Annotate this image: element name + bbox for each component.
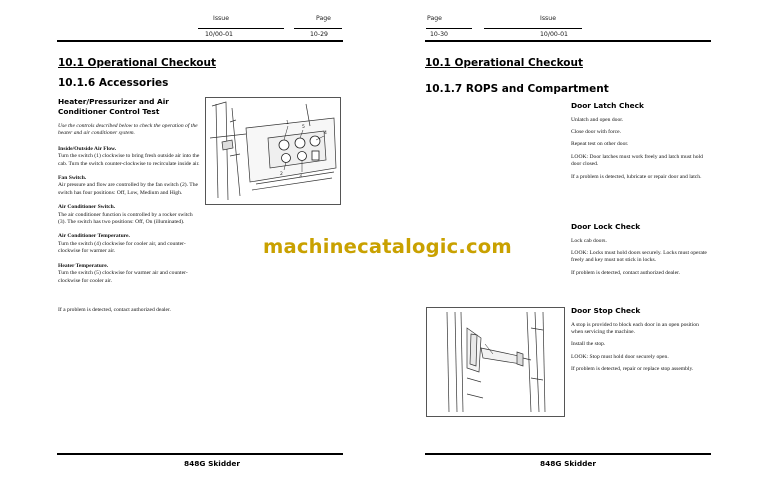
- item-body: Air pressure and flow are controlled by the fan switch (2). The switch has four positions: Off, Low, Medium and High.: [58, 182, 199, 196]
- door-latch-check-title: Door Latch Check: [571, 101, 644, 110]
- left-header-rule-b: [294, 28, 342, 29]
- right-issue-label: Issue: [540, 15, 557, 22]
- item-title: Air Conditioner Switch.: [58, 204, 116, 211]
- door-stop-illustration: [427, 308, 564, 416]
- item-ac-temperature: [58, 233, 200, 255]
- left-footer-rule: [57, 453, 343, 455]
- item-title: Fan Switch.: [58, 175, 87, 182]
- paragraph: LOOK: Locks must hold doors securely. Locks must operate freely and key must not stick in locks.: [571, 249, 707, 264]
- paragraph: Lock cab doors.: [571, 237, 607, 244]
- paragraph: Repeat test on other door.: [571, 141, 629, 148]
- callout-1: 1: [286, 121, 289, 126]
- right-header-rule-a: [426, 28, 472, 29]
- item-body: The air conditioner function is controlled by a rocker switch (3). The switch has two positions: Off, On (illuminated).: [58, 211, 193, 226]
- paragraph: Unlatch and open door.: [571, 116, 624, 123]
- door-stop-check: [571, 306, 711, 374]
- left-body: [58, 123, 200, 314]
- paragraph: LOOK: Door latches must work freely and latch must hold door closed.: [571, 153, 703, 168]
- item-body: Turn the switch (1) clockwise to bring fresh outside air into the cab. Turn the switch counter-clockwise to recirculate inside air.: [58, 153, 200, 167]
- callout-3: 3: [299, 174, 302, 179]
- intro-text: Use the controls described below to check the operation of the heater and air conditioner system.: [58, 123, 198, 137]
- right-header-rule-b: [484, 28, 582, 29]
- right-subsection-title: 10.1.7 ROPS and Compartment: [425, 83, 609, 95]
- left-section-title: 10.1 Operational Checkout: [58, 57, 216, 69]
- paragraph: A stop is provided to block each door in an open position when servicing the machine.: [571, 321, 699, 335]
- right-section-title: 10.1 Operational Checkout: [425, 57, 583, 69]
- right-footer-title: 848G Skidder: [540, 459, 597, 468]
- right-page-label: Page: [427, 15, 442, 22]
- heater-control-panel-figure: [205, 97, 341, 205]
- paragraph: If problem is detected, repair or replace stop assembly.: [571, 366, 694, 373]
- paragraph: LOOK: Stop must hold door securely open.: [571, 353, 669, 360]
- heater-control-test-title: Heater/Pressurizer and Air Conditioner Control Test: [58, 97, 169, 116]
- left-footer-title: 848G Skidder: [184, 459, 241, 468]
- watermark-text: machinecatalogic.com: [263, 235, 512, 258]
- paragraph: If a problem is detected, lubricate or repair door and latch.: [571, 173, 702, 180]
- left-header-rule: [57, 40, 343, 42]
- door-latch-check: [571, 101, 711, 181]
- right-footer-rule: [425, 453, 711, 455]
- item-ac-switch: [58, 204, 200, 226]
- right-page-number: 10-30: [430, 31, 448, 38]
- paragraph: If problem is detected, contact authorized dealer.: [571, 269, 681, 276]
- paragraph: Close door with force.: [571, 128, 622, 135]
- item-title: Heater Temperature.: [58, 262, 109, 269]
- left-issue-value: 10/00-01: [205, 31, 233, 38]
- control-panel-illustration: [206, 98, 340, 204]
- callout-2: 2: [280, 172, 283, 177]
- item-body: Turn the switch (4) clockwise for cooler air, and counter-clockwise for warmer air.: [58, 240, 186, 255]
- left-header-rule-a: [198, 28, 284, 29]
- left-closing-text: If a problem is detected, contact authorized dealer.: [58, 306, 171, 313]
- door-lock-check: [571, 222, 711, 277]
- item-body: Turn the switch (5) clockwise for warmer air and counter-clockwise for cooler air.: [58, 270, 188, 284]
- left-subsection-title: 10.1.6 Accessories: [58, 77, 169, 89]
- right-header-rule: [425, 40, 711, 42]
- door-stop-check-title: Door Stop Check: [571, 306, 641, 315]
- item-fan-switch: [58, 175, 200, 197]
- paragraph: Install the stop.: [571, 341, 606, 348]
- callout-4: 4: [324, 131, 327, 136]
- left-page-label: Page: [316, 15, 331, 22]
- item-title: Air Conditioner Temperature.: [58, 233, 130, 240]
- item-inside-outside-air: [58, 146, 200, 168]
- door-lock-check-title: Door Lock Check: [571, 222, 641, 231]
- item-heater-temperature: [58, 263, 200, 285]
- right-issue-value: 10/00-01: [540, 31, 568, 38]
- door-stop-figure: [426, 307, 565, 417]
- left-issue-label: Issue: [213, 15, 230, 22]
- item-title: Inside/Outside Air Flow.: [58, 145, 117, 152]
- callout-5: 5: [302, 125, 305, 130]
- left-page-number: 10-29: [310, 31, 328, 38]
